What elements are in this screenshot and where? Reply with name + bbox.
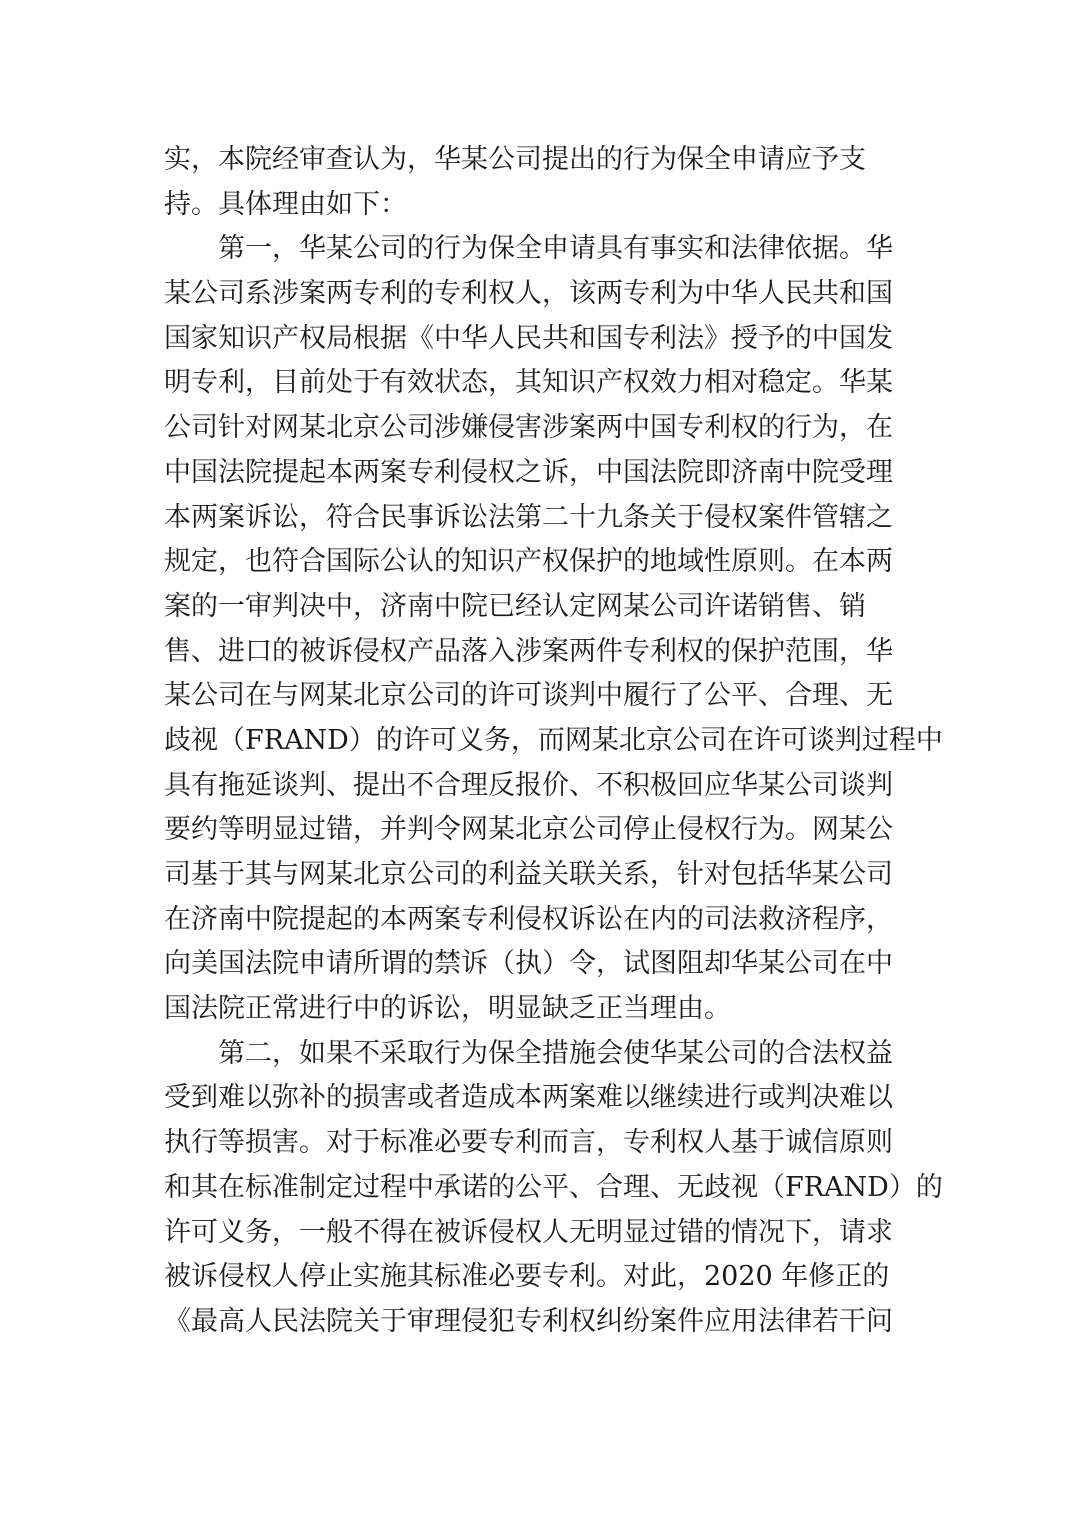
text-line: 本两案诉讼，符合民事诉讼法第二十九条关于侵权案件管辖之 [164,501,893,533]
text-line: 要约等明显过错，并判令网某北京公司停止侵权行为。网某公 [164,814,893,846]
text-line: 明专利，目前处于有效状态，其知识产权效力相对稳定。华某 [164,367,893,399]
text-line: 许可义务，一般不得在被诉侵权人无明显过错的情况下，请求 [164,1216,893,1248]
text-line: 规定，也符合国际公认的知识产权保护的地域性原则。在本两 [164,546,893,578]
text-line: 实，本院经审查认为，华某公司提出的行为保全申请应予支 [164,144,866,175]
text-line: 司基于其与网某北京公司的利益关联关系，针对包括华某公司 [164,859,893,890]
text-line: 国家知识产权局根据《中华人民共和国专利法》授予的中国发 [164,322,893,354]
text-line: 受到难以弥补的损害或者造成本两案难以继续进行或判决难以 [164,1082,893,1114]
text-line: 国法院正常进行中的诉讼，明显缺乏正当理由。 [164,993,731,1025]
document-page [164,138,943,1345]
paragraph-start-line: 第一，华某公司的行为保全申请具有事实和法律依据。华 [218,233,893,265]
text-line: 某公司系涉案两专利的专利权人，该两专利为中华人民共和国 [164,278,893,310]
text-line: 某公司在与网某北京公司的许可谈判中履行了公平、合理、无 [164,680,893,712]
text-line: 执行等损害。对于标准必要专利而言，专利权人基于诚信原则 [164,1127,893,1159]
text-line: 售、进口的被诉侵权产品落入涉案两件专利权的保护范围，华 [164,635,893,667]
text-line: 中国法院提起本两案专利侵权之诉，中国法院即济南中院受理 [164,456,893,488]
text-line: 和其在标准制定过程中承诺的公平、合理、无歧视（FRAND）的 [164,1171,943,1203]
text-line: 《最高人民法院关于审理侵犯专利权纠纷案件应用法律若干问 [164,1305,893,1337]
text-line: 持。具体理由如下： [164,188,407,220]
text-line: 公司针对网某北京公司涉嫌侵害涉案两中国专利权的行为，在 [164,412,893,444]
text-line: 歧视（FRAND）的许可义务，而网某北京公司在许可谈判过程中 [164,724,943,756]
paragraph-start-line: 第二，如果不采取行为保全措施会使华某公司的合法权益 [218,1037,893,1069]
text-line: 案的一审判决中，济南中院已经认定网某公司许诺销售、销 [164,590,866,622]
text-line: 在济南中院提起的本两案专利侵权诉讼在内的司法救济程序， [164,903,893,935]
text-line: 向美国法院申请所谓的禁诉（执）令，试图阻却华某公司在中 [164,948,893,980]
text-line: 具有拖延谈判、提出不合理反报价、不积极回应华某公司谈判 [164,769,893,801]
text-line: 被诉侵权人停止实施其标准必要专利。对此，2020 年修正的 [164,1261,890,1293]
